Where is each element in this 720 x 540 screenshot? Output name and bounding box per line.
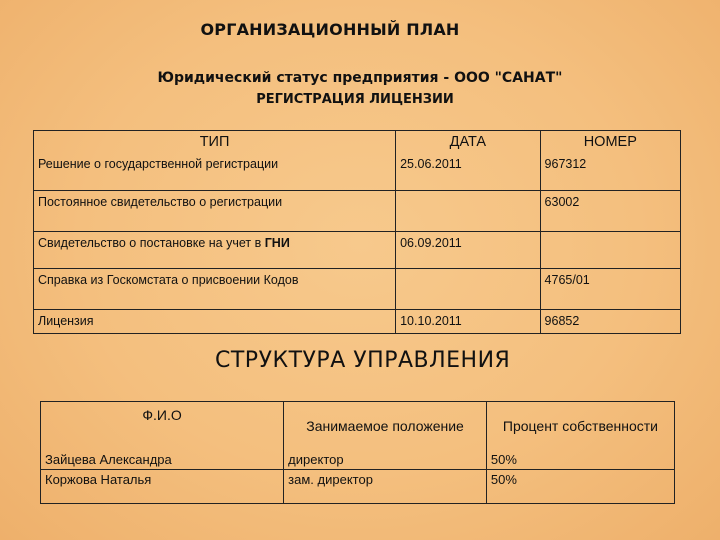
cell-type <box>34 231 396 268</box>
cell-name: Зайцева Александра <box>41 450 284 470</box>
cell-type: Справка из Госкомстата о присвоении Кодов <box>34 268 396 309</box>
cell-number: 63002 <box>540 190 680 231</box>
header-date: ДАТА <box>396 131 540 154</box>
cell-number: 96852 <box>540 309 680 333</box>
table-row <box>41 470 675 504</box>
cell-date <box>396 190 540 231</box>
table-row <box>41 450 675 470</box>
cell-number <box>540 231 680 268</box>
cell-type-strong: ГНИ <box>264 235 290 250</box>
header-type: ТИП <box>34 131 396 154</box>
legal-status: Юридический статус предприятия - ООО "САНАТ" <box>157 70 563 86</box>
cell-type: Решение о государственной регистрации <box>34 153 396 190</box>
cell-type-text: Свидетельство о постановке на учет в <box>38 235 265 250</box>
header-number: НОМЕР <box>540 131 680 154</box>
page-title: ОРГАНИЗАЦИОННЫЙ ПЛАН <box>200 20 460 39</box>
cell-date: 06.09.2011 <box>396 231 540 268</box>
cell-position: директор <box>284 450 487 470</box>
cell-date: 25.06.2011 <box>396 153 540 190</box>
cell-position: зам. директор <box>284 470 487 504</box>
cell-name: Коржова Наталья <box>41 470 284 504</box>
table-row <box>34 309 681 333</box>
license-table <box>33 130 681 334</box>
table-row <box>34 190 681 231</box>
table-row <box>34 231 681 268</box>
table-row <box>34 268 681 309</box>
cell-type: Лицензия <box>34 309 396 333</box>
cell-percent: 50% <box>486 470 674 504</box>
cell-type: Постоянное свидетельство о регистрации <box>34 190 396 231</box>
cell-date: 10.10.2011 <box>396 309 540 333</box>
cell-number: 967312 <box>540 153 680 190</box>
header-name: Ф.И.О <box>41 402 284 451</box>
table-row <box>34 153 681 190</box>
ownership-header-row <box>41 402 675 451</box>
license-header-row <box>34 131 681 154</box>
license-section-title: РЕГИСТРАЦИЯ ЛИЦЕНЗИИ <box>256 92 454 107</box>
header-position: Занимаемое положение <box>284 402 487 451</box>
header-percent: Процент собственности <box>486 402 674 451</box>
cell-percent: 50% <box>486 450 674 470</box>
ownership-table <box>40 401 675 504</box>
cell-number: 4765/01 <box>540 268 680 309</box>
cell-date <box>396 268 540 309</box>
management-section-title: СТРУКТУРА УПРАВЛЕНИЯ <box>215 348 511 373</box>
